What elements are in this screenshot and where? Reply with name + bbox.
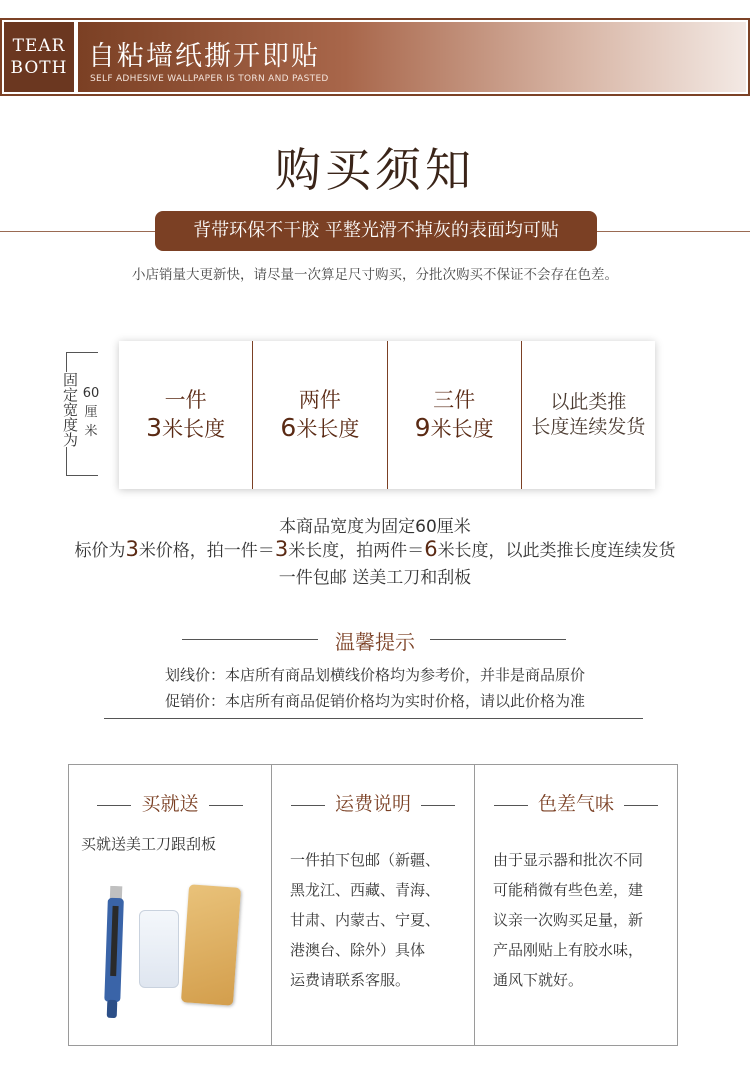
info-pricing: 标价为3米价格，拍一件＝3米长度，拍两件＝6米长度，以此类推长度连续发货 (74, 537, 676, 561)
box-count: 两件 (298, 388, 341, 412)
utility-knife-icon (101, 886, 128, 1019)
color-smell-column (475, 765, 677, 1045)
color-smell-text: 由于显示器和批次不同 可能稍微有些色差，建 议亲一次购买足量，新 产品刚贴上有胶水味， 通风下就好。 (493, 851, 644, 989)
squeegee-card-icon (181, 884, 241, 1005)
length-box (119, 341, 253, 489)
info-shipping: 一件包邮 送美工刀和刮板 (278, 568, 472, 588)
info-width: 本商品宽度为固定60厘米 (279, 517, 471, 537)
tips-heading: 温馨提示 (335, 630, 415, 654)
shipping-text: 一件拍下包邮（新疆、 黑龙江、西藏、青海、 甘肃、内蒙古、宁夏、 港澳台、除外）具体 运费请联系客服。 (290, 851, 441, 989)
box-length: 9米长度 (414, 413, 494, 442)
gift-column (69, 765, 272, 1045)
color-smell-heading: 色差气味 (475, 789, 677, 816)
length-box (388, 341, 522, 489)
box-count: 三件 (433, 388, 476, 412)
box-length: 3米长度 (146, 413, 226, 442)
feature-pill: 背带环保不干胶 平整光滑不掉灰的表面均可贴 (155, 211, 597, 251)
gift-heading: 买就送 (69, 789, 271, 816)
tip-strike-price: 划线价：本店所有商品划横线价格均为参考价，并非是商品原价 (164, 666, 585, 684)
brand-logo (4, 22, 74, 92)
box-etc-line1: 以此类推 (550, 391, 627, 413)
shipping-column (272, 765, 475, 1045)
scraper-icon (139, 910, 179, 988)
fixed-width-label: 固定宽度为 (58, 372, 78, 447)
logo-top-text: TEAR (12, 36, 66, 56)
length-boxes (119, 341, 655, 489)
length-box (253, 341, 387, 489)
shipping-heading: 运费说明 (272, 789, 474, 816)
banner-subtitle: SELF ADHESIVE WALLPAPER IS TORN AND PASTED (90, 74, 329, 84)
gift-text: 买就送美工刀跟刮板 (81, 835, 217, 853)
header-banner (0, 18, 750, 96)
width-value-label: 60厘米 (82, 386, 100, 439)
length-box-etc (522, 341, 655, 489)
tips-bottom-divider (104, 718, 643, 719)
banner-body (78, 22, 746, 92)
box-count: 一件 (164, 388, 207, 412)
box-etc-line2: 长度连续发货 (531, 416, 646, 438)
info-panel (68, 764, 678, 1046)
page-title: 购买须知 (275, 143, 475, 197)
tip-promo-price: 促销价：本店所有商品促销价格均为实时价格，请以此价格为准 (164, 692, 585, 710)
logo-bottom-text: BOTH (10, 58, 68, 78)
box-length: 6米长度 (280, 413, 360, 442)
banner-title: 自粘墙纸撕开即贴 (88, 41, 320, 72)
purchase-notice: 小店销量大更新快，请尽量一次算足尺寸购买，分批次购买不保证不会存在色差。 (132, 267, 618, 283)
